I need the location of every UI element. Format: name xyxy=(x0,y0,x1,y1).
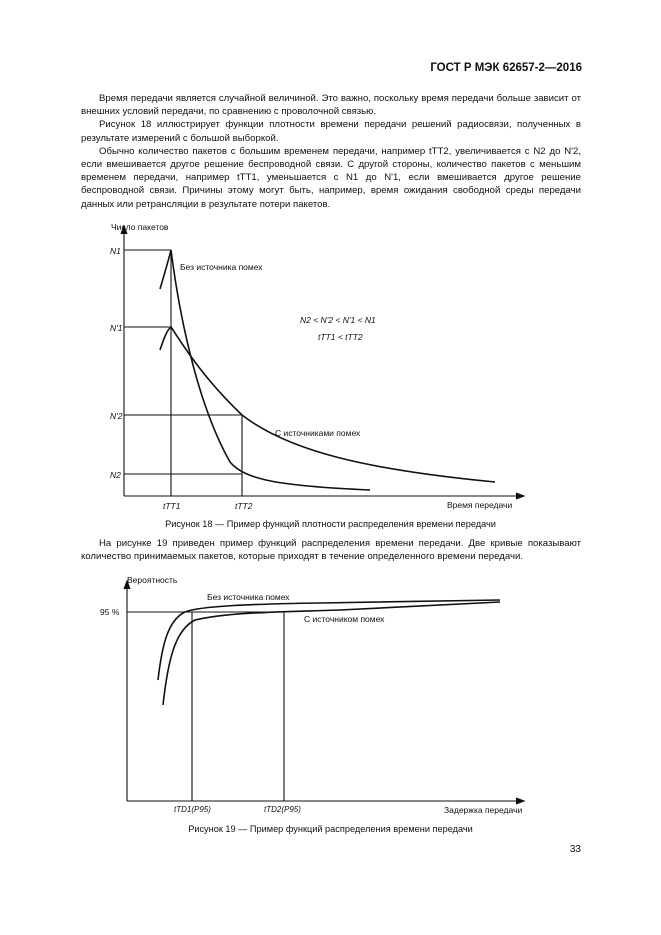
paragraph-2: Рисунок 18 иллюстрирует функции плотности времени передачи решений радиосвязи, полученных в результате измерений с большой выборкой. xyxy=(81,119,581,144)
fig18-curve-with-interference xyxy=(160,327,495,482)
page-number: 33 xyxy=(569,844,581,855)
fig18-x-axis-title: Время передачи xyxy=(447,500,513,510)
fig18-curve-label-no-interference: Без источника помех xyxy=(180,262,263,272)
fig18-curve-label-with-interference: С источниками помех xyxy=(275,428,361,438)
standard-header: ГОСТ Р МЭК 62657-2—2016 xyxy=(430,62,582,74)
fig18-y-axis-title: Число пакетов xyxy=(111,222,169,232)
fig19-curve-label-no-interference: Без источника помех xyxy=(207,592,290,602)
body-text-top xyxy=(81,92,581,211)
figure-19-caption: Рисунок 19 — Пример функций распределения времени передачи xyxy=(188,824,473,834)
fig19-curve-label-with-interference: С источником помех xyxy=(304,614,385,624)
body-text-mid xyxy=(81,537,581,563)
fig18-label-n2: N2 xyxy=(110,470,121,480)
fig18-label-n1p: N'1 xyxy=(110,323,123,333)
fig18-label-n2p: N'2 xyxy=(110,411,123,421)
figure-18 xyxy=(0,215,661,515)
fig18-relation-2: tТТ1 < tТТ2 xyxy=(318,332,363,342)
fig18-label-t2: tТТ2 xyxy=(235,501,253,511)
paragraph-1: Время передачи является случайной величиной. Это важно, поскольку время передачи больше зависит от внешних условий передачи, по сравнению с проволочной связью. xyxy=(81,93,581,118)
fig19-x-axis-title: Задержка передачи xyxy=(444,805,523,815)
fig19-label-t2: tТD2(P95) xyxy=(264,805,301,814)
figure-19 xyxy=(0,572,661,822)
fig19-y-axis-title: Вероятность xyxy=(127,575,178,585)
fig18-relation-1: N2 < N'2 < N'1 < N1 xyxy=(300,315,376,325)
paragraph-3: Обычно количество пакетов с большим временем передачи, например tТТ2, увеличивается с N2 до N'2, если вмешивается другое решение беспроводной связи. С другой стороны, количество пакетов с меньшим временем передачи, например tТТ1, уменьшается с N1 до N'1, если вмешивается другое решение беспроводной связи. Причины этому могут быть, например, время ожидания свободной среды передачи данных или ретрансляции в результате потери пакетов. xyxy=(81,145,581,210)
fig18-label-n1: N1 xyxy=(110,246,121,256)
paragraph-4: На рисунке 19 приведен пример функций распределения времени передачи. Две кривые показывают количество принимаемых пакетов, которые приходят в течение определенного времени передачи. xyxy=(81,538,581,563)
fig19-label-t1: tТD1(P95) xyxy=(174,805,211,814)
figure-18-caption: Рисунок 18 — Пример функций плотности распределения времени передачи xyxy=(165,519,496,529)
fig18-curve-no-interference xyxy=(160,250,370,490)
fig18-label-t1: tТТ1 xyxy=(163,501,181,511)
fig19-label-95: 95 % xyxy=(100,607,120,617)
